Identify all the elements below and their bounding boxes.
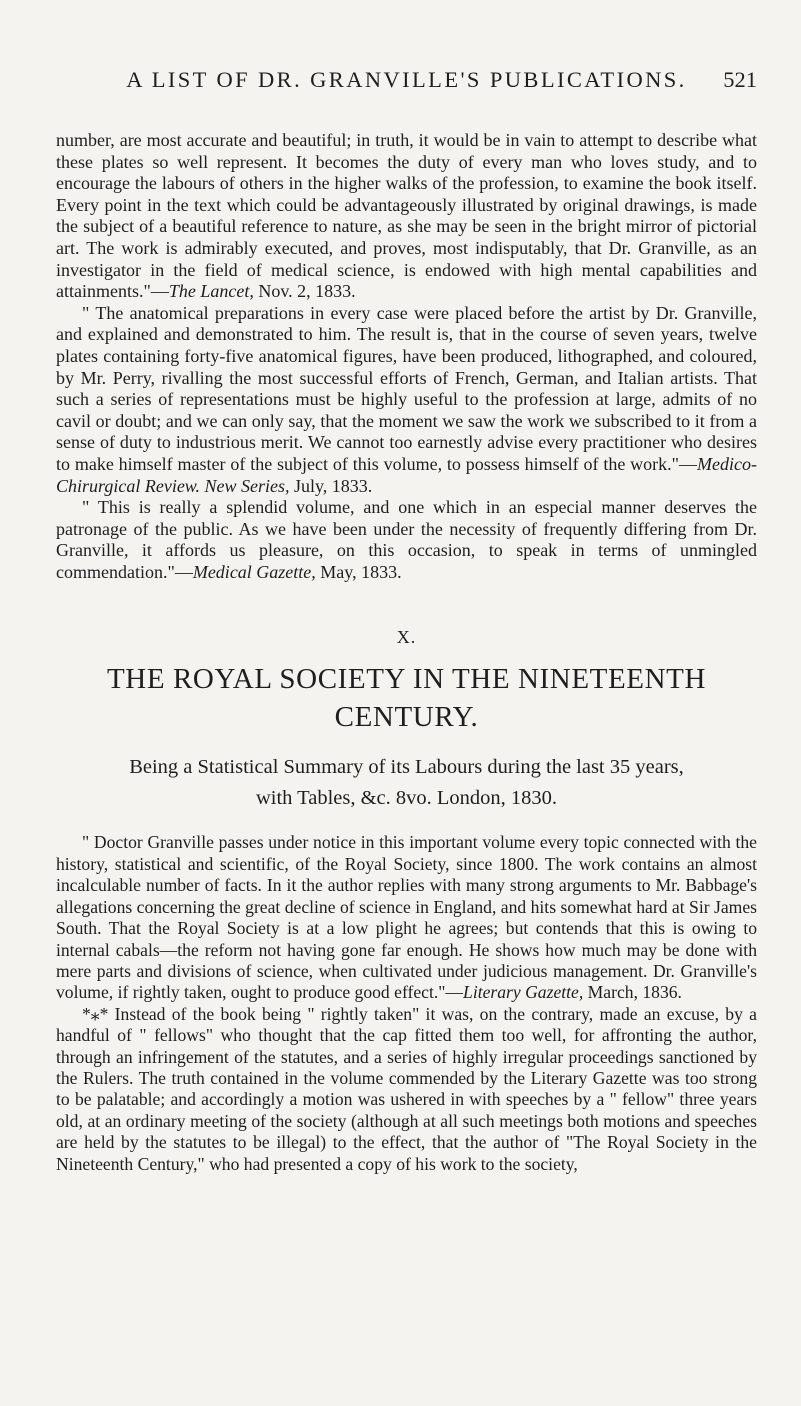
review-source: The Lancet,: [168, 281, 254, 302]
review-text: " The anatomical preparations in every case were placed before the artist by Dr. Granville, and explained and demonstrated to him. The result is, that in the course of seven years, twelve plates containing forty-five anatomical figures, have been produced, lithographed, and coloured, by Mr. Perry, rivalling the most successful efforts of French, German, and Italian artists. That such a series of representations must be highly useful to the profession at large, admits of no cavil or doubt; and we can only say, that the moment we saw the work we subscribed to it from a sense of duty to industrious merit. We cannot too earnestly advise every practitioner who desires to make himself master of the subject of this volume, to possess himself of the work."—: [56, 302, 757, 474]
review-paragraph: [56, 130, 757, 303]
review-paragraph: [56, 303, 757, 497]
review-text: number, are most accurate and beautiful; in truth, it would be in vain to attempt to describe what these plates so well represent. It becomes the duty of every man who loves study, and to encourage the labours of others in the higher walks of the profession, to examine the book itself. Every point in the text which could be advantageously illustrated by original drawings, is made the subject of a beautiful reference to nature, as she may be seen in the bright mirror of pictorial art. The work is admirably executed, and proves, most indisputably, that Dr. Granville, as an investigator in the field of medical science, is endowed with high mental capabilities and attainments."—: [56, 130, 757, 302]
review-source: Medico-Chirurgical Review. New Series,: [56, 453, 757, 496]
review-text: " Doctor Granville passes under notice in this important volume every topic connected with the history, statistical and scientific, of the Royal Society, since 1800. The work contains an almost incalculable number of facts. In it the author replies with many strong arguments to Mr. Babbage's allegations concerning the great decline of science in England, and hits somewhat hard at Sir James South. That the Royal Society is at a low plight he agrees; but contends that this is owing to internal cabals—the reform not having gone far enough. He shows how much may be done with mere parts and divisions of science, when cultivated under judicious management. Dr. Granville's volume, if rightly taken, ought to produce good effect."—: [56, 832, 757, 1003]
running-title: A LIST OF DR. GRANVILLE'S PUBLICATIONS.: [126, 67, 687, 92]
review-paragraph: [56, 497, 757, 583]
review-text: " This is really a splendid volume, and one which in an especial manner deserves the patronage of the public. As we have been under the necessity of frequently differing from Dr. Granville, it affords us pleasure, on this occasion, to speak in terms of unmingled commendation."—: [56, 497, 757, 582]
section-title-line: CENTURY.: [334, 701, 479, 734]
review-source: Medical Gazette,: [192, 561, 316, 582]
section-title: [56, 660, 757, 736]
running-head: [56, 62, 757, 102]
page-number: 521: [723, 67, 757, 92]
review-paragraph: [56, 832, 757, 1003]
continued-review-text: [56, 130, 757, 583]
section-title-line: THE ROYAL SOCIETY IN THE NINETEENTH: [106, 663, 707, 696]
section-review-text: [56, 832, 757, 1175]
review-date: Nov. 2, 1833.: [253, 281, 356, 302]
section-subtitle: [56, 752, 757, 814]
review-source: Literary Gazette,: [463, 982, 584, 1003]
section-number: X.: [396, 627, 417, 648]
section-subtitle-line: with Tables, &c. 8vo. London, 1830.: [255, 787, 558, 810]
review-date: March, 1836.: [583, 982, 682, 1003]
section-subtitle-line: Being a Statistical Summary of its Labours during the last 35 years,: [129, 756, 684, 779]
review-date: July, 1833.: [289, 475, 373, 496]
editorial-note: *⁎* Instead of the book being " rightly taken" it was, on the contrary, made an excuse, by a handful of " fellows" who thought that the cap fitted them too well, for affronting the author, through an infringement of the statutes, and a series of highly irregular proceedings sanctioned by the Rulers. The truth contained in the volume commended by the Literary Gazette was too strong to be palatable; and accordingly a motion was ushered in with speeches by a " fellow" three years old, at an ordinary meeting of the society (although at all such meetings both motions and speeches are held by the statutes to be illegal) to the effect, that the author of "The Royal Society in the Nineteenth Century," who had presented a copy of his work to the society,: [56, 1003, 757, 1174]
review-date: May, 1833.: [315, 561, 402, 582]
